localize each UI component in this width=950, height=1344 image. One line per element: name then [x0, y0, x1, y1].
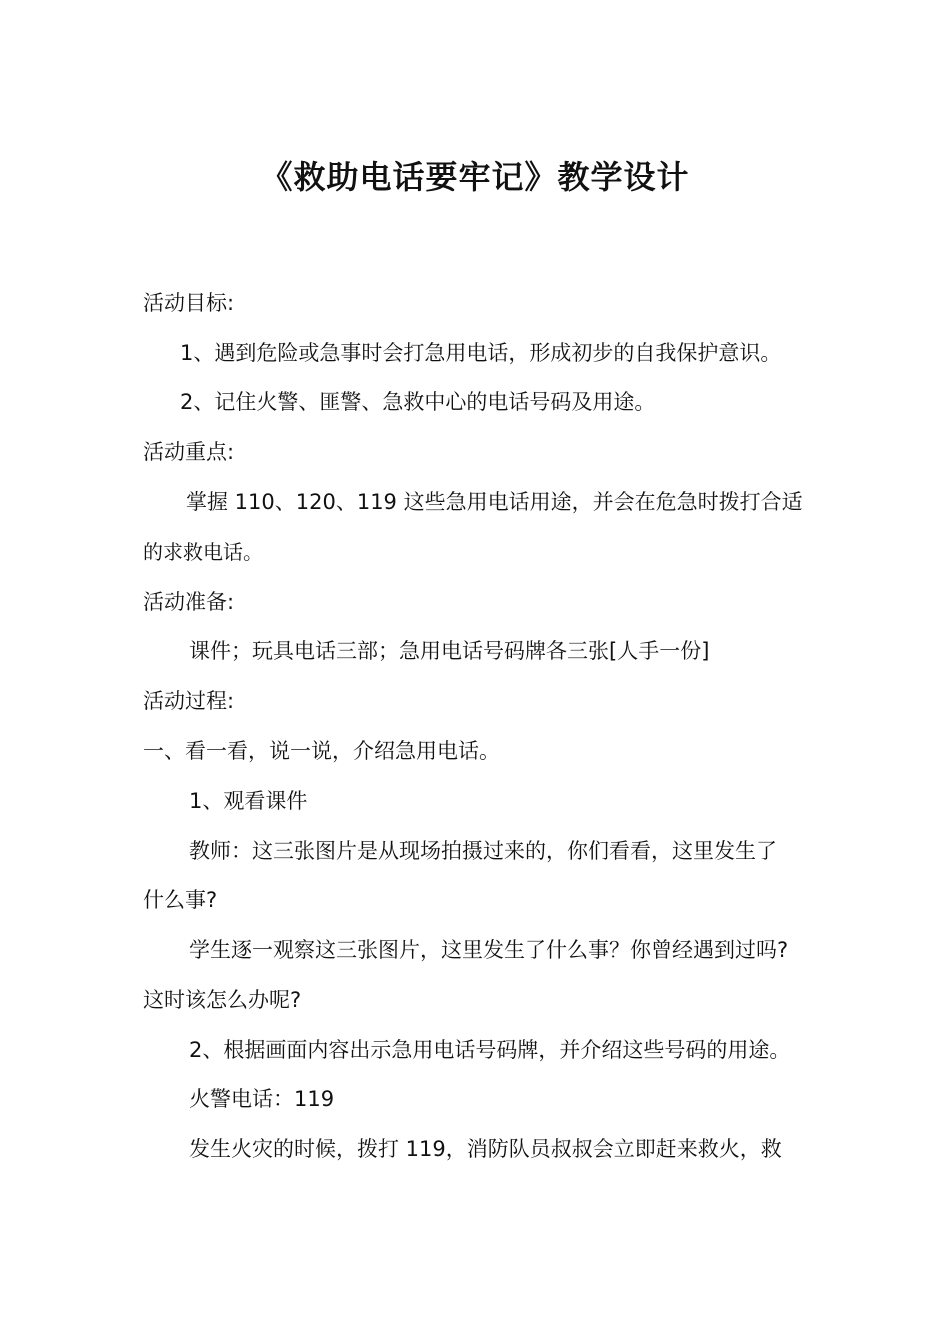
- student-line-2: 这时该怎么办呢?: [143, 988, 302, 1012]
- focus-text-line-1: 掌握 110、120、119 这些急用电话用途，并会在危急时拨打合适: [186, 490, 803, 514]
- fire-phone-label: 火警电话：119: [189, 1087, 335, 1111]
- goals-heading: 活动目标:: [143, 291, 235, 315]
- section-heading-1: 一、看一看，说一说，介绍急用电话。: [143, 739, 500, 763]
- fire-phone-description: 发生火灾的时候，拨打 119，消防队员叔叔会立即赶来救火，救: [189, 1137, 782, 1161]
- student-line-1: 学生逐一观察这三张图片，这里发生了什么事？你曾经遇到过吗?: [189, 938, 789, 962]
- step-2: 2、根据画面内容出示急用电话号码牌，并介绍这些号码的用途。: [189, 1038, 791, 1062]
- prep-heading: 活动准备:: [143, 590, 235, 614]
- document-title: 《救助电话要牢记》教学设计: [260, 158, 690, 196]
- goal-item-1: 1、遇到危险或急事时会打急用电话，形成初步的自我保护意识。: [180, 341, 782, 365]
- teacher-line-2: 什么事?: [143, 888, 218, 912]
- prep-text: 课件；玩具电话三部；急用电话号码牌各三张[人手一份]: [189, 639, 710, 663]
- step-1: 1、观看课件: [189, 789, 308, 813]
- teacher-line-1: 教师：这三张图片是从现场拍摄过来的，你们看看，这里发生了: [189, 839, 777, 863]
- focus-text-line-2: 的求救电话。: [143, 540, 263, 564]
- goal-item-2: 2、记住火警、匪警、急救中心的电话号码及用途。: [180, 390, 656, 414]
- process-heading: 活动过程:: [143, 689, 235, 713]
- focus-heading: 活动重点:: [143, 440, 235, 464]
